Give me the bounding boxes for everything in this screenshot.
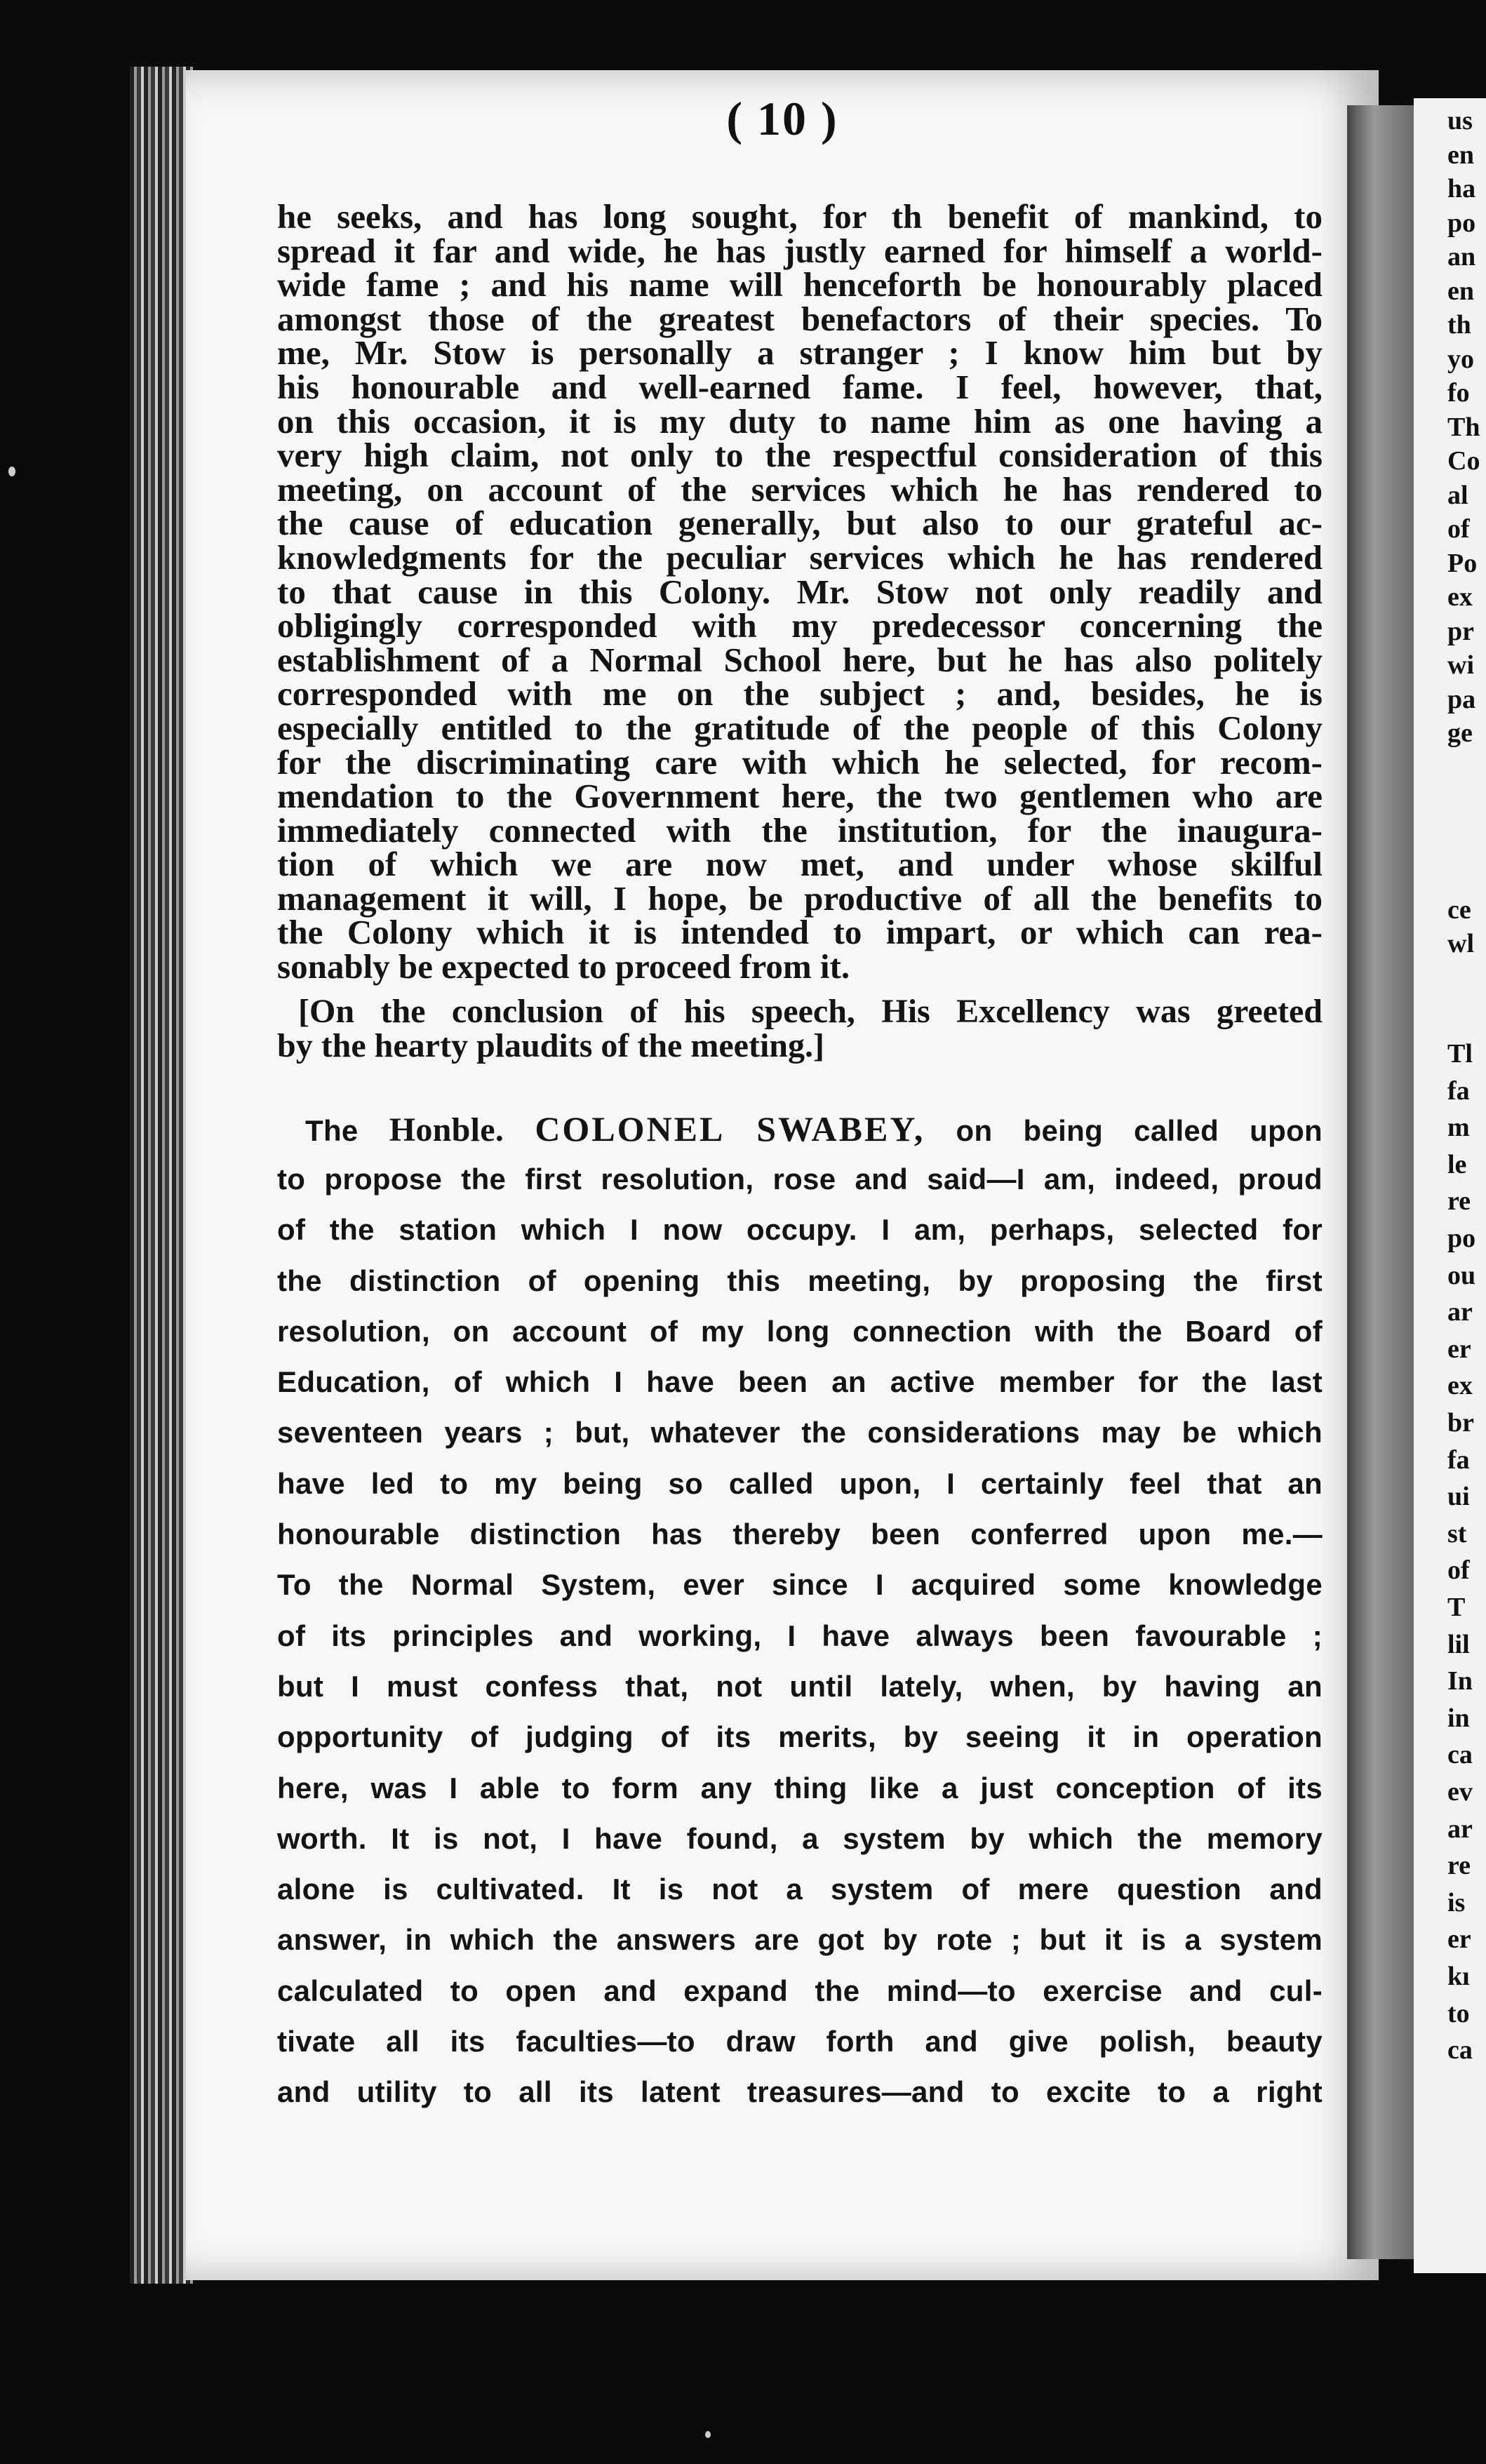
next-page-text-fragment: ar bbox=[1447, 1297, 1473, 1327]
next-page-text-fragment: wl bbox=[1447, 929, 1474, 958]
page-number: ( 10 ) bbox=[726, 92, 838, 145]
next-page-text-fragment: ar bbox=[1447, 1814, 1473, 1844]
next-page-text-fragment: us bbox=[1447, 106, 1473, 135]
next-page-text-fragment: pa bbox=[1447, 684, 1476, 714]
text-line: corresponded with me on the subject ; and, besides, he is bbox=[277, 674, 1323, 714]
next-page-text-fragment: wi bbox=[1447, 650, 1474, 680]
next-page-text-fragment: re bbox=[1447, 1186, 1471, 1217]
next-page-text-fragment: fo bbox=[1447, 378, 1470, 408]
text-line: his honourable and well-earned fame. I feel, however, that, bbox=[277, 367, 1323, 406]
text-line: meeting, on account of the services which he has rendered to bbox=[277, 469, 1323, 509]
next-page-text-fragment: ui bbox=[1447, 1482, 1470, 1512]
next-page-text-fragment: en bbox=[1447, 140, 1474, 170]
text-line: management it will, I hope, be productive of all the benefits to bbox=[277, 878, 1323, 918]
text-line: mendation to the Government here, the two gentlemen who are bbox=[277, 777, 1323, 816]
text-line: seventeen years ; but, whatever the considerations may be which bbox=[277, 1416, 1323, 1449]
next-page-text-fragment: en bbox=[1447, 276, 1474, 306]
next-page-text-fragment: er bbox=[1447, 1924, 1471, 1955]
next-page-text-fragment: an bbox=[1447, 242, 1476, 272]
next-page-text-fragment: Po bbox=[1447, 548, 1478, 578]
next-page-text-fragment: ca bbox=[1447, 2035, 1473, 2065]
text-line: but I must confess that, not until lately, when, by having an bbox=[277, 1669, 1323, 1703]
text-line: wide fame ; and his name will henceforth be honourably placed bbox=[277, 265, 1323, 304]
text-line: and utility to all its latent treasures—and to excite to a right bbox=[277, 2075, 1323, 2109]
text-line: he seeks, and has long sought, for th benefit of mankind, to bbox=[277, 197, 1323, 236]
next-page-text-fragment: Th bbox=[1447, 412, 1480, 442]
text-line: tivate all its faculties—to draw forth and give polish, beauty bbox=[277, 2025, 1323, 2058]
scan-speck bbox=[705, 2431, 711, 2438]
text-line: the distinction of opening this meeting, by proposing the first bbox=[277, 1264, 1323, 1297]
text-line: calculated to open and expand the mind—to exercise and cul- bbox=[277, 1974, 1323, 2007]
book-binding-edge bbox=[130, 67, 193, 2284]
next-page-text-fragment: ex bbox=[1447, 1371, 1473, 1401]
text-line: spread it far and wide, he has justly earned for himself a world- bbox=[277, 231, 1323, 270]
text-line: [On the conclusion of his speech, His Excellency was greeted bbox=[298, 992, 1323, 1030]
next-page-text-fragment: po bbox=[1447, 1224, 1476, 1253]
text-line: on this occasion, it is my duty to name him as one having a bbox=[277, 401, 1323, 441]
text-line: alone is cultivated. It is not a system of mere question and bbox=[277, 1873, 1323, 1906]
next-page-text-fragment: ce bbox=[1447, 895, 1471, 925]
text-line: To the Normal System, ever since I acquired some knowledge bbox=[277, 1568, 1323, 1602]
next-page-text-fragment: ha bbox=[1447, 174, 1476, 203]
next-page-text-fragment: ev bbox=[1447, 1777, 1473, 1807]
text-line: for the discriminating care with which he selected, for recom- bbox=[277, 742, 1323, 782]
next-page-text-fragment: is bbox=[1447, 1887, 1466, 1917]
speaker-name: COLONEL SWABEY, bbox=[535, 1109, 925, 1149]
next-page-text-fragment: in bbox=[1447, 1703, 1470, 1733]
page-text bbox=[277, 197, 1323, 2118]
next-page-text-fragment: er bbox=[1447, 1334, 1471, 1364]
text-line: Education, of which I have been an active member for the last bbox=[277, 1365, 1323, 1399]
next-page-text-fragment: ex bbox=[1447, 582, 1473, 612]
page-gutter-shadow bbox=[1347, 105, 1414, 2259]
text-line: by the hearty plaudits of the meeting.] bbox=[277, 1026, 824, 1064]
next-page-text-fragment: In bbox=[1447, 1666, 1473, 1696]
text-line: have led to my being so called upon, I certainly feel that an bbox=[277, 1466, 1323, 1500]
next-page-text-fragment: Co bbox=[1447, 446, 1480, 476]
next-page-text-fragment: lil bbox=[1447, 1629, 1470, 1659]
next-page-text-fragment: T bbox=[1447, 1593, 1466, 1622]
next-page-text-fragment: fa bbox=[1447, 1076, 1470, 1106]
text-line: answer, in which the answers are got by rote ; but it is a system bbox=[277, 1923, 1323, 1957]
next-page-text-fragment: of bbox=[1447, 514, 1470, 544]
honorific: Honble. bbox=[389, 1111, 504, 1149]
text-line: here, was I able to form any thing like a just conception of its bbox=[277, 1771, 1323, 1805]
bracketed-note bbox=[277, 994, 1323, 1063]
next-page-text-fragment: th bbox=[1447, 310, 1471, 340]
text-line: knowledgments for the peculiar services which he has rendered bbox=[277, 537, 1323, 577]
text-line: honourable distinction has thereby been conferred upon me.— bbox=[277, 1518, 1323, 1551]
text-line: the Colony which it is intended to impart, or which can rea- bbox=[277, 913, 1323, 952]
next-page-text-fragment: fa bbox=[1447, 1445, 1470, 1475]
text-line: the cause of education generally, but also to our grateful ac- bbox=[277, 504, 1323, 543]
text-line: immediately connected with the institution, for the inaugura- bbox=[277, 810, 1323, 850]
next-page-text-fragment: kı bbox=[1447, 1962, 1470, 1991]
next-page-text-fragment: le bbox=[1447, 1149, 1467, 1179]
next-page-text-fragment: ou bbox=[1447, 1260, 1476, 1290]
next-page-text-fragment: Tl bbox=[1447, 1039, 1473, 1069]
next-page-text-fragment: of bbox=[1447, 1555, 1470, 1586]
paragraph-colonel-swabey bbox=[277, 1104, 1323, 2118]
text-line: opportunity of judging of its merits, by seeing it in operation bbox=[277, 1720, 1323, 1754]
next-page-text-fragment: al bbox=[1447, 480, 1468, 510]
text-line: of the station which I now occupy. I am, perhaps, selected for bbox=[277, 1213, 1323, 1247]
text-line: establishment of a Normal School here, but he has also politely bbox=[277, 640, 1323, 679]
next-page-text-fragment: yo bbox=[1447, 344, 1474, 374]
text-line: worth. It is not, I have found, a system by which the memory bbox=[277, 1821, 1323, 1855]
text-line: The Honble. COLONEL SWABEY, on being called upon bbox=[305, 1109, 1323, 1149]
text-line: resolution, on account of my long connection with the Board of bbox=[277, 1314, 1323, 1348]
paragraph-stow-tribute bbox=[277, 197, 1323, 986]
text-line: sonably be expected to proceed from it. bbox=[277, 947, 850, 986]
text-line: of its principles and working, I have always been favourable ; bbox=[277, 1619, 1323, 1652]
text-line: obligingly corresponded with my predecessor concerning the bbox=[277, 606, 1323, 645]
next-page-text-fragment: st bbox=[1447, 1518, 1467, 1548]
adjacent-page-fragment bbox=[1414, 98, 1486, 2273]
text-line: amongst those of the greatest benefactors of their species. To bbox=[277, 299, 1323, 338]
next-page-text-fragment: re bbox=[1447, 1851, 1471, 1881]
text-line: very high claim, not only to the respectful consideration of this bbox=[277, 436, 1323, 475]
next-page-text-fragment: ca bbox=[1447, 1740, 1473, 1770]
next-page-text-fragment: ge bbox=[1447, 718, 1473, 748]
text-line: especially entitled to the gratitude of the people of this Colony bbox=[277, 708, 1323, 747]
next-page-text-fragment: po bbox=[1447, 208, 1476, 238]
text-line: to that cause in this Colony. Mr. Stow not only readily and bbox=[277, 572, 1323, 611]
text-line: to propose the first resolution, rose and said—I am, indeed, proud bbox=[277, 1162, 1323, 1196]
next-page-text-fragment: m bbox=[1447, 1113, 1470, 1143]
text-line: me, Mr. Stow is personally a stranger ; I know him but by bbox=[277, 333, 1323, 373]
scan-speck bbox=[8, 467, 15, 476]
next-page-text-fragment: br bbox=[1447, 1408, 1474, 1438]
next-page-text-fragment: to bbox=[1447, 1998, 1470, 2028]
next-page-text-fragment: pr bbox=[1447, 616, 1474, 646]
text-line: tion of which we are now met, and under whose skilful bbox=[277, 845, 1323, 884]
